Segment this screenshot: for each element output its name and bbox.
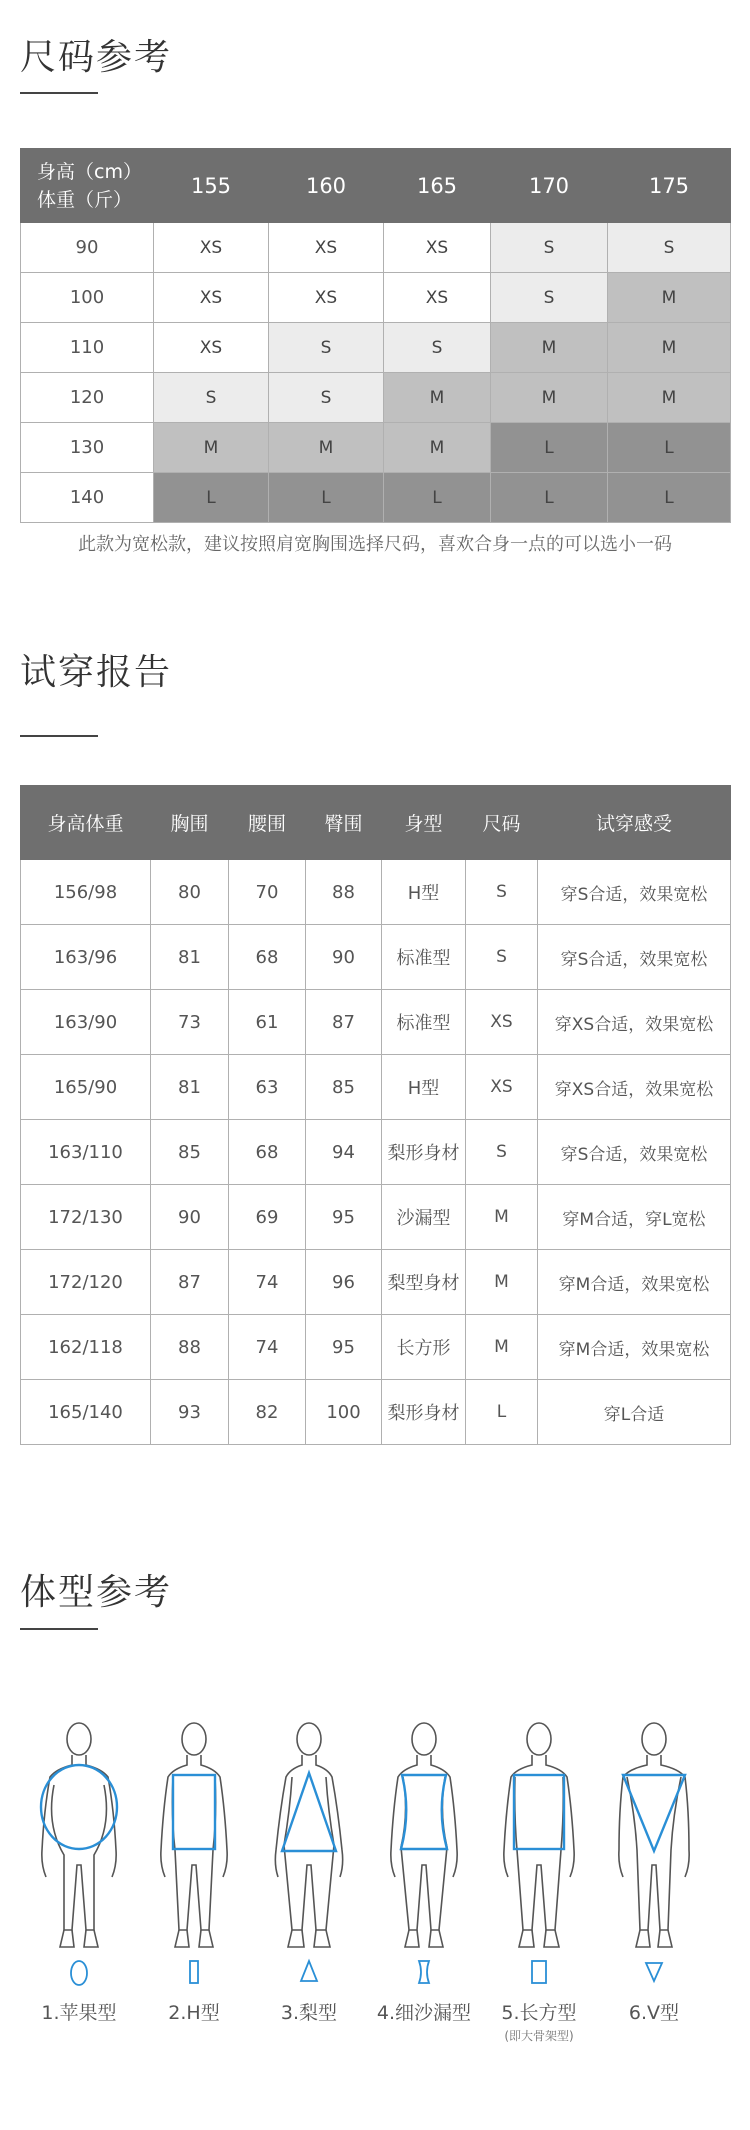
body-type-apple xyxy=(20,1715,138,2045)
weight-axis-label: 体重（斤） xyxy=(37,188,133,211)
fit-cell: 156/98 xyxy=(21,860,151,925)
fit-cell: 73 xyxy=(151,990,229,1055)
fit-cell: S xyxy=(466,925,538,990)
fit-cell: 96 xyxy=(306,1250,382,1315)
fit-cell: 95 xyxy=(306,1315,382,1380)
size-cell: L xyxy=(491,473,608,523)
size-chart-row xyxy=(21,223,731,273)
size-cell: L xyxy=(154,473,269,523)
height-header: 160 xyxy=(269,149,384,223)
size-cell: L xyxy=(491,423,608,473)
size-cell: S xyxy=(269,373,384,423)
size-cell: S xyxy=(384,323,491,373)
fit-cell: 74 xyxy=(229,1250,306,1315)
fit-cell: 61 xyxy=(229,990,306,1055)
h-figure-icon xyxy=(135,1715,253,1990)
fit-row xyxy=(21,1315,731,1380)
size-cell: M xyxy=(154,423,269,473)
body-type-label: 5.长方型 xyxy=(501,2002,577,2024)
size-cell: XS xyxy=(154,273,269,323)
size-cell: XS xyxy=(154,323,269,373)
fit-cell: 172/130 xyxy=(21,1185,151,1250)
fit-cell: 63 xyxy=(229,1055,306,1120)
fit-row xyxy=(21,1185,731,1250)
size-chart-row xyxy=(21,323,731,373)
body-type-pear xyxy=(250,1715,368,2045)
size-cell: M xyxy=(384,373,491,423)
body-type-section-title: 体型参考 xyxy=(20,1572,173,1613)
fit-cell: 梨型身材 xyxy=(382,1250,466,1315)
body-type-rectangle xyxy=(480,1715,598,2045)
fit-cell: 穿XS合适，效果宽松 xyxy=(538,990,731,1055)
size-cell: L xyxy=(608,473,731,523)
size-cell: M xyxy=(491,373,608,423)
height-header: 165 xyxy=(384,149,491,223)
fit-cell: 穿S合适，效果宽松 xyxy=(538,925,731,990)
weight-cell: 120 xyxy=(21,373,154,423)
body-type-label: 1.苹果型 xyxy=(41,2002,117,2024)
body-type-sublabel: (即大骨架型) xyxy=(504,2029,574,2043)
size-cell: M xyxy=(384,423,491,473)
fit-cell: 100 xyxy=(306,1380,382,1445)
fit-cell: 165/140 xyxy=(21,1380,151,1445)
size-section-divider xyxy=(20,92,98,94)
fit-cell: 标准型 xyxy=(382,925,466,990)
size-cell: XS xyxy=(269,223,384,273)
weight-cell: 130 xyxy=(21,423,154,473)
rectangle-figure-icon xyxy=(480,1715,598,1990)
fit-cell: 穿M合适，效果宽松 xyxy=(538,1250,731,1315)
v-figure-icon xyxy=(595,1715,713,1990)
fit-cell: 82 xyxy=(229,1380,306,1445)
size-chart-row xyxy=(21,373,731,423)
fit-cell: 88 xyxy=(306,860,382,925)
fit-header-cell: 试穿感受 xyxy=(538,786,731,860)
size-cell: S xyxy=(608,223,731,273)
size-cell: M xyxy=(269,423,384,473)
size-cell: M xyxy=(608,323,731,373)
fit-cell: 90 xyxy=(151,1185,229,1250)
size-cell: S xyxy=(491,223,608,273)
body-type-row xyxy=(20,1715,730,2045)
fit-header-cell: 身高体重 xyxy=(21,786,151,860)
body-type-hourglass xyxy=(365,1715,483,2045)
apple-figure-icon xyxy=(20,1715,138,1990)
fit-header-cell: 尺码 xyxy=(466,786,538,860)
fit-cell: 70 xyxy=(229,860,306,925)
fit-cell: XS xyxy=(466,1055,538,1120)
fit-cell: 沙漏型 xyxy=(382,1185,466,1250)
weight-cell: 110 xyxy=(21,323,154,373)
fit-cell: 90 xyxy=(306,925,382,990)
fit-cell: 85 xyxy=(151,1120,229,1185)
fit-cell: S xyxy=(466,860,538,925)
weight-cell: 90 xyxy=(21,223,154,273)
fit-cell: 163/96 xyxy=(21,925,151,990)
fit-section-title: 试穿报告 xyxy=(20,652,173,693)
fit-cell: 87 xyxy=(151,1250,229,1315)
fit-cell: 68 xyxy=(229,1120,306,1185)
fit-cell: 穿M合适，穿L宽松 xyxy=(538,1185,731,1250)
fit-cell: 94 xyxy=(306,1120,382,1185)
fit-row xyxy=(21,1380,731,1445)
size-cell: L xyxy=(384,473,491,523)
fit-row xyxy=(21,1120,731,1185)
size-chart-corner-header xyxy=(21,149,154,223)
fit-cell: 80 xyxy=(151,860,229,925)
size-cell: M xyxy=(608,373,731,423)
size-cell: L xyxy=(608,423,731,473)
body-type-label: 3.梨型 xyxy=(280,2002,338,2024)
fit-cell: 163/110 xyxy=(21,1120,151,1185)
fit-cell: 穿S合适，效果宽松 xyxy=(538,1120,731,1185)
height-axis-label: 身高（cm） xyxy=(37,160,142,183)
fit-cell: 梨形身材 xyxy=(382,1120,466,1185)
body-type-label: 6.V型 xyxy=(628,2002,680,2024)
size-cell: L xyxy=(269,473,384,523)
size-cell: S xyxy=(491,273,608,323)
fit-row xyxy=(21,860,731,925)
fit-cell: M xyxy=(466,1250,538,1315)
body-type-label: 2.H型 xyxy=(168,2002,220,2024)
fit-cell: 穿XS合适，效果宽松 xyxy=(538,1055,731,1120)
weight-cell: 100 xyxy=(21,273,154,323)
fit-cell: 梨形身材 xyxy=(382,1380,466,1445)
body-type-h xyxy=(135,1715,253,2045)
fit-cell: XS xyxy=(466,990,538,1055)
fit-row xyxy=(21,1055,731,1120)
size-chart-row xyxy=(21,473,731,523)
hourglass-figure-icon xyxy=(365,1715,483,1990)
size-cell: XS xyxy=(384,273,491,323)
fit-cell: 穿L合适 xyxy=(538,1380,731,1445)
fit-header-cell: 身型 xyxy=(382,786,466,860)
height-header: 170 xyxy=(491,149,608,223)
size-cell: XS xyxy=(154,223,269,273)
fit-row xyxy=(21,990,731,1055)
size-cell: XS xyxy=(269,273,384,323)
fit-cell: 85 xyxy=(306,1055,382,1120)
fit-cell: 穿M合适，效果宽松 xyxy=(538,1315,731,1380)
fit-cell: 81 xyxy=(151,925,229,990)
weight-cell: 140 xyxy=(21,473,154,523)
size-cell: S xyxy=(154,373,269,423)
height-header: 175 xyxy=(608,149,731,223)
fit-cell: 88 xyxy=(151,1315,229,1380)
size-cell: M xyxy=(608,273,731,323)
fit-header-cell: 臀围 xyxy=(306,786,382,860)
size-chart-row xyxy=(21,273,731,323)
fit-header-cell: 胸围 xyxy=(151,786,229,860)
fit-cell: 长方形 xyxy=(382,1315,466,1380)
fit-cell: 74 xyxy=(229,1315,306,1380)
fit-cell: 93 xyxy=(151,1380,229,1445)
fit-cell: 165/90 xyxy=(21,1055,151,1120)
fit-cell: 穿S合适，效果宽松 xyxy=(538,860,731,925)
fit-header-cell: 腰围 xyxy=(229,786,306,860)
fit-cell: M xyxy=(466,1185,538,1250)
fit-row xyxy=(21,925,731,990)
size-chart-row xyxy=(21,423,731,473)
fit-section-divider xyxy=(20,735,98,737)
fit-row xyxy=(21,1250,731,1315)
size-chart-header-row xyxy=(21,149,731,223)
size-advice-note: 此款为宽松款，建议按照肩宽胸围选择尺码，喜欢合身一点的可以选小一码 xyxy=(78,534,672,555)
fit-cell: 68 xyxy=(229,925,306,990)
body-type-v xyxy=(595,1715,713,2045)
body-type-section-divider xyxy=(20,1628,98,1630)
size-cell: M xyxy=(491,323,608,373)
fit-cell: 163/90 xyxy=(21,990,151,1055)
fit-cell: 87 xyxy=(306,990,382,1055)
size-cell: S xyxy=(269,323,384,373)
pear-figure-icon xyxy=(250,1715,368,1990)
fit-cell: 172/120 xyxy=(21,1250,151,1315)
fit-header-row xyxy=(21,786,731,860)
fit-cell: 标准型 xyxy=(382,990,466,1055)
fit-cell: M xyxy=(466,1315,538,1380)
fit-cell: 162/118 xyxy=(21,1315,151,1380)
size-chart-table xyxy=(20,148,731,523)
fit-cell: H型 xyxy=(382,860,466,925)
fit-report-table xyxy=(20,785,731,1445)
fit-cell: 69 xyxy=(229,1185,306,1250)
fit-cell: 95 xyxy=(306,1185,382,1250)
height-header: 155 xyxy=(154,149,269,223)
fit-cell: H型 xyxy=(382,1055,466,1120)
body-type-label: 4.细沙漏型 xyxy=(376,2002,472,2024)
fit-cell: 81 xyxy=(151,1055,229,1120)
size-cell: XS xyxy=(384,223,491,273)
size-section-title: 尺码参考 xyxy=(20,37,173,78)
fit-cell: S xyxy=(466,1120,538,1185)
fit-cell: L xyxy=(466,1380,538,1445)
